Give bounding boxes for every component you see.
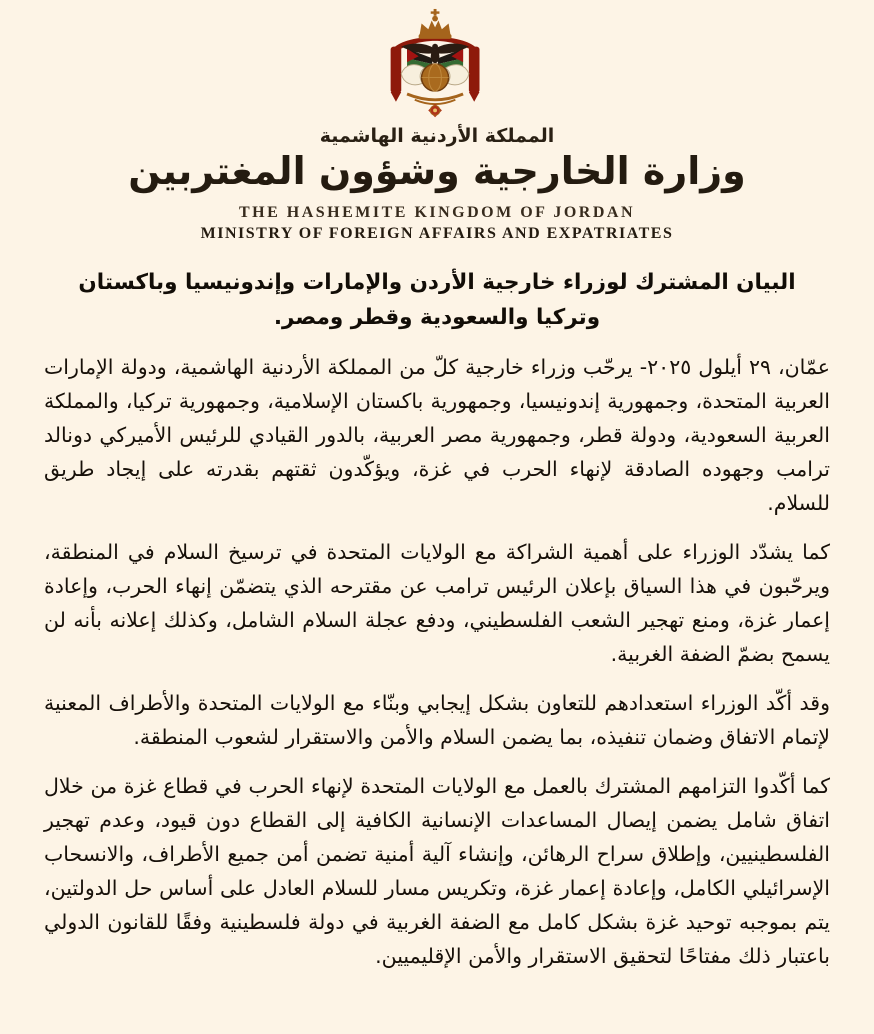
- kingdom-name-arabic: المملكة الأردنية الهاشمية: [319, 125, 555, 147]
- statement-paragraph-4: كما أكّدوا التزامهم المشترك بالعمل مع الولايات المتحدة لإنهاء الحرب في قطاع غزة من خلال اتفاق شامل يضمن إيصال المساعدات الإنسانية الكافية إلى القطاع دون قيود، وعدم تهجير الفلسطينيين، وإطلاق سراح الرهائن، وإنشاء آلية أمنية تضمن أمن جميع الأطراف، والانسحاب الإسرائيلي الكامل، وإعادة إعمار غزة، وتكريس مسار للسلام العادل على أساس حل الدولتين، يتم بموجبه توحيد غزة بشكل كامل مع الضفة الغربية في دولة فلسطينية وفقًا للقانون الدولي باعتبار ذلك مفتاحًا لتحقيق الاستقرار والأمن الإقليميين.: [44, 774, 830, 969]
- ministry-name-english: MINISTRY OF FOREIGN AFFAIRS AND EXPATRIATES: [200, 224, 674, 242]
- crown-icon: [419, 9, 452, 39]
- statement-body: [44, 265, 830, 974]
- ministry-name-arabic-calligraphy: وزارة الخارجية وشؤون المغتربين: [128, 149, 746, 193]
- jordan-coat-of-arms: [44, 8, 830, 122]
- kingdom-name-english: THE HASHEMITE KINGDOM OF JORDAN: [238, 203, 636, 221]
- globe-icon: [422, 64, 449, 91]
- statement-paragraph-2: كما يشدّد الوزراء على أهمية الشراكة مع الولايات المتحدة في ترسيخ السلام في المنطقة، ويرحّبون في هذا السياق بإعلان الرئيس ترامب عن مقترحه الذي يتضمّن إنهاء الحرب، وإعادة إعمار غزة، ومنع تهجير الشعب الفلسطيني، ودفع عجلة السلام الشامل، وكذلك إعلانه بأنه لن يسمح بضمّ الضفة الغربية.: [44, 540, 830, 667]
- statement-paragraph-3: وقد أكّد الوزراء استعدادهم للتعاون بشكل إيجابي وبنّاء مع الولايات المتحدة والأطراف المعنية لإتمام الاتفاق وضمان تنفيذه، بما يضمن السلام والأمن والاستقرار لشعوب المنطقة.: [44, 691, 830, 750]
- garland-icon: [407, 94, 463, 104]
- order-star-icon: [428, 104, 442, 118]
- coat-of-arms-icon: [374, 8, 500, 122]
- letterhead: [44, 8, 830, 243]
- statement-paragraph-1: عمّان، ٢٩ أيلول ٢٠٢٥- يرحّب وزراء خارجية كلّ من المملكة الأردنية الهاشمية، ودولة الإمارات العربية المتحدة، وجمهورية إندونيسيا، وجمهورية باكستان الإسلامية، وجمهورية تركيا، والمملكة العربية السعودية، ودولة قطر، وجمهورية مصر العربية، بالدور القيادي للرئيس الأميركي دونالد ترامب وجهوده الصادقة لإنهاء الحرب في غزة، ويؤكّدون ثقتهم بقدرته على إيجاد طريق للسلام.: [44, 355, 830, 516]
- statement-title: البيان المشترك لوزراء خارجية الأردن والإمارات وإندونيسيا وباكستان وتركيا والسعودية وقطر ومصر.: [78, 269, 796, 330]
